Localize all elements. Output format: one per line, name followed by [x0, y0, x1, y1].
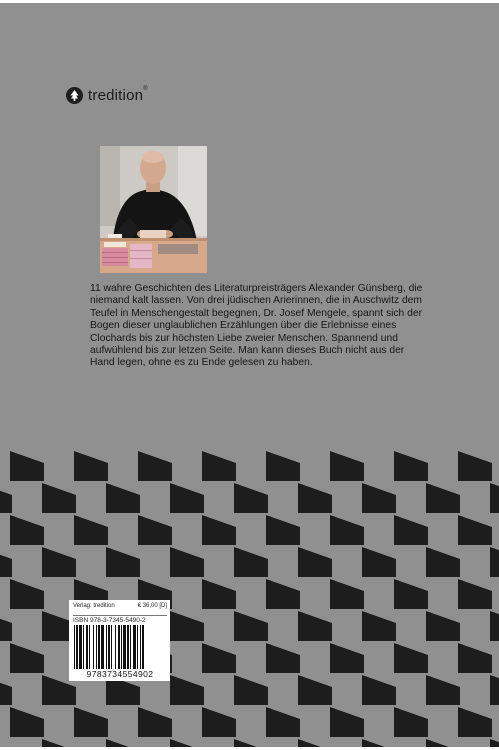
- barcode-bar: [86, 625, 88, 669]
- barcode-label: [69, 600, 170, 681]
- barcode-bar: [106, 625, 107, 669]
- barcode-bar: [83, 625, 84, 669]
- verlag-text: Verlag: tredition: [73, 603, 115, 609]
- barcode-bar: [108, 625, 110, 669]
- barcode-bar: [111, 625, 112, 669]
- publisher-price-line: [73, 603, 167, 609]
- barcode-bar: [89, 625, 90, 669]
- barcode-bar: [98, 625, 100, 669]
- geometric-pattern: [0, 451, 499, 747]
- barcode-bar: [79, 625, 82, 669]
- barcode-bar: [93, 625, 94, 669]
- barcode-number: 9783734554902: [86, 669, 154, 679]
- barcode-bar: [140, 625, 141, 669]
- publisher-name: tredition®: [88, 86, 148, 104]
- barcode-bar: [137, 625, 138, 669]
- barcode-bar: [121, 625, 122, 669]
- barcode-bar: [101, 625, 104, 669]
- barcode-bar: [130, 625, 131, 669]
- publisher-logo: [66, 87, 148, 104]
- book-blurb: 11 wahre Geschichten des Literaturpreisträgers Alexander Günsberg, die niemand kalt lassen. Von drei jüdischen Arierinnen, die in Auschwitz dem Teufel in Menschengestalt begegnen, Dr. Josef Mengele, spannt sich der Bogen dieser unglaublichen Erzählungen über die Erlebnisse eines Clochards bis zur höchsten Liebe zweier Menschen. Spannend und aufwühlend bis zur letzen Seite. Man kann dieses Buch nicht aus der Hand legen, ohne es zu Ende gelesen zu haben.: [90, 283, 423, 369]
- isbn-text: ISBN 978-3-7345-5490-2: [73, 615, 167, 624]
- back-cover: [0, 3, 499, 747]
- barcode-bar: [133, 625, 136, 669]
- barcode-bar: [118, 625, 120, 669]
- barcode-bar: [96, 625, 97, 669]
- barcode-bar: [115, 625, 116, 669]
- barcode-bar: [76, 625, 78, 669]
- author-photo: [100, 146, 207, 273]
- barcode-bar: [123, 625, 126, 669]
- barcode-bars: [73, 625, 167, 669]
- barcode-bar: [127, 625, 129, 669]
- price-text: € 36,00 [D]: [137, 603, 167, 609]
- tree-icon: [66, 87, 83, 104]
- barcode-bar: [142, 625, 144, 669]
- barcode-bar: [74, 625, 75, 669]
